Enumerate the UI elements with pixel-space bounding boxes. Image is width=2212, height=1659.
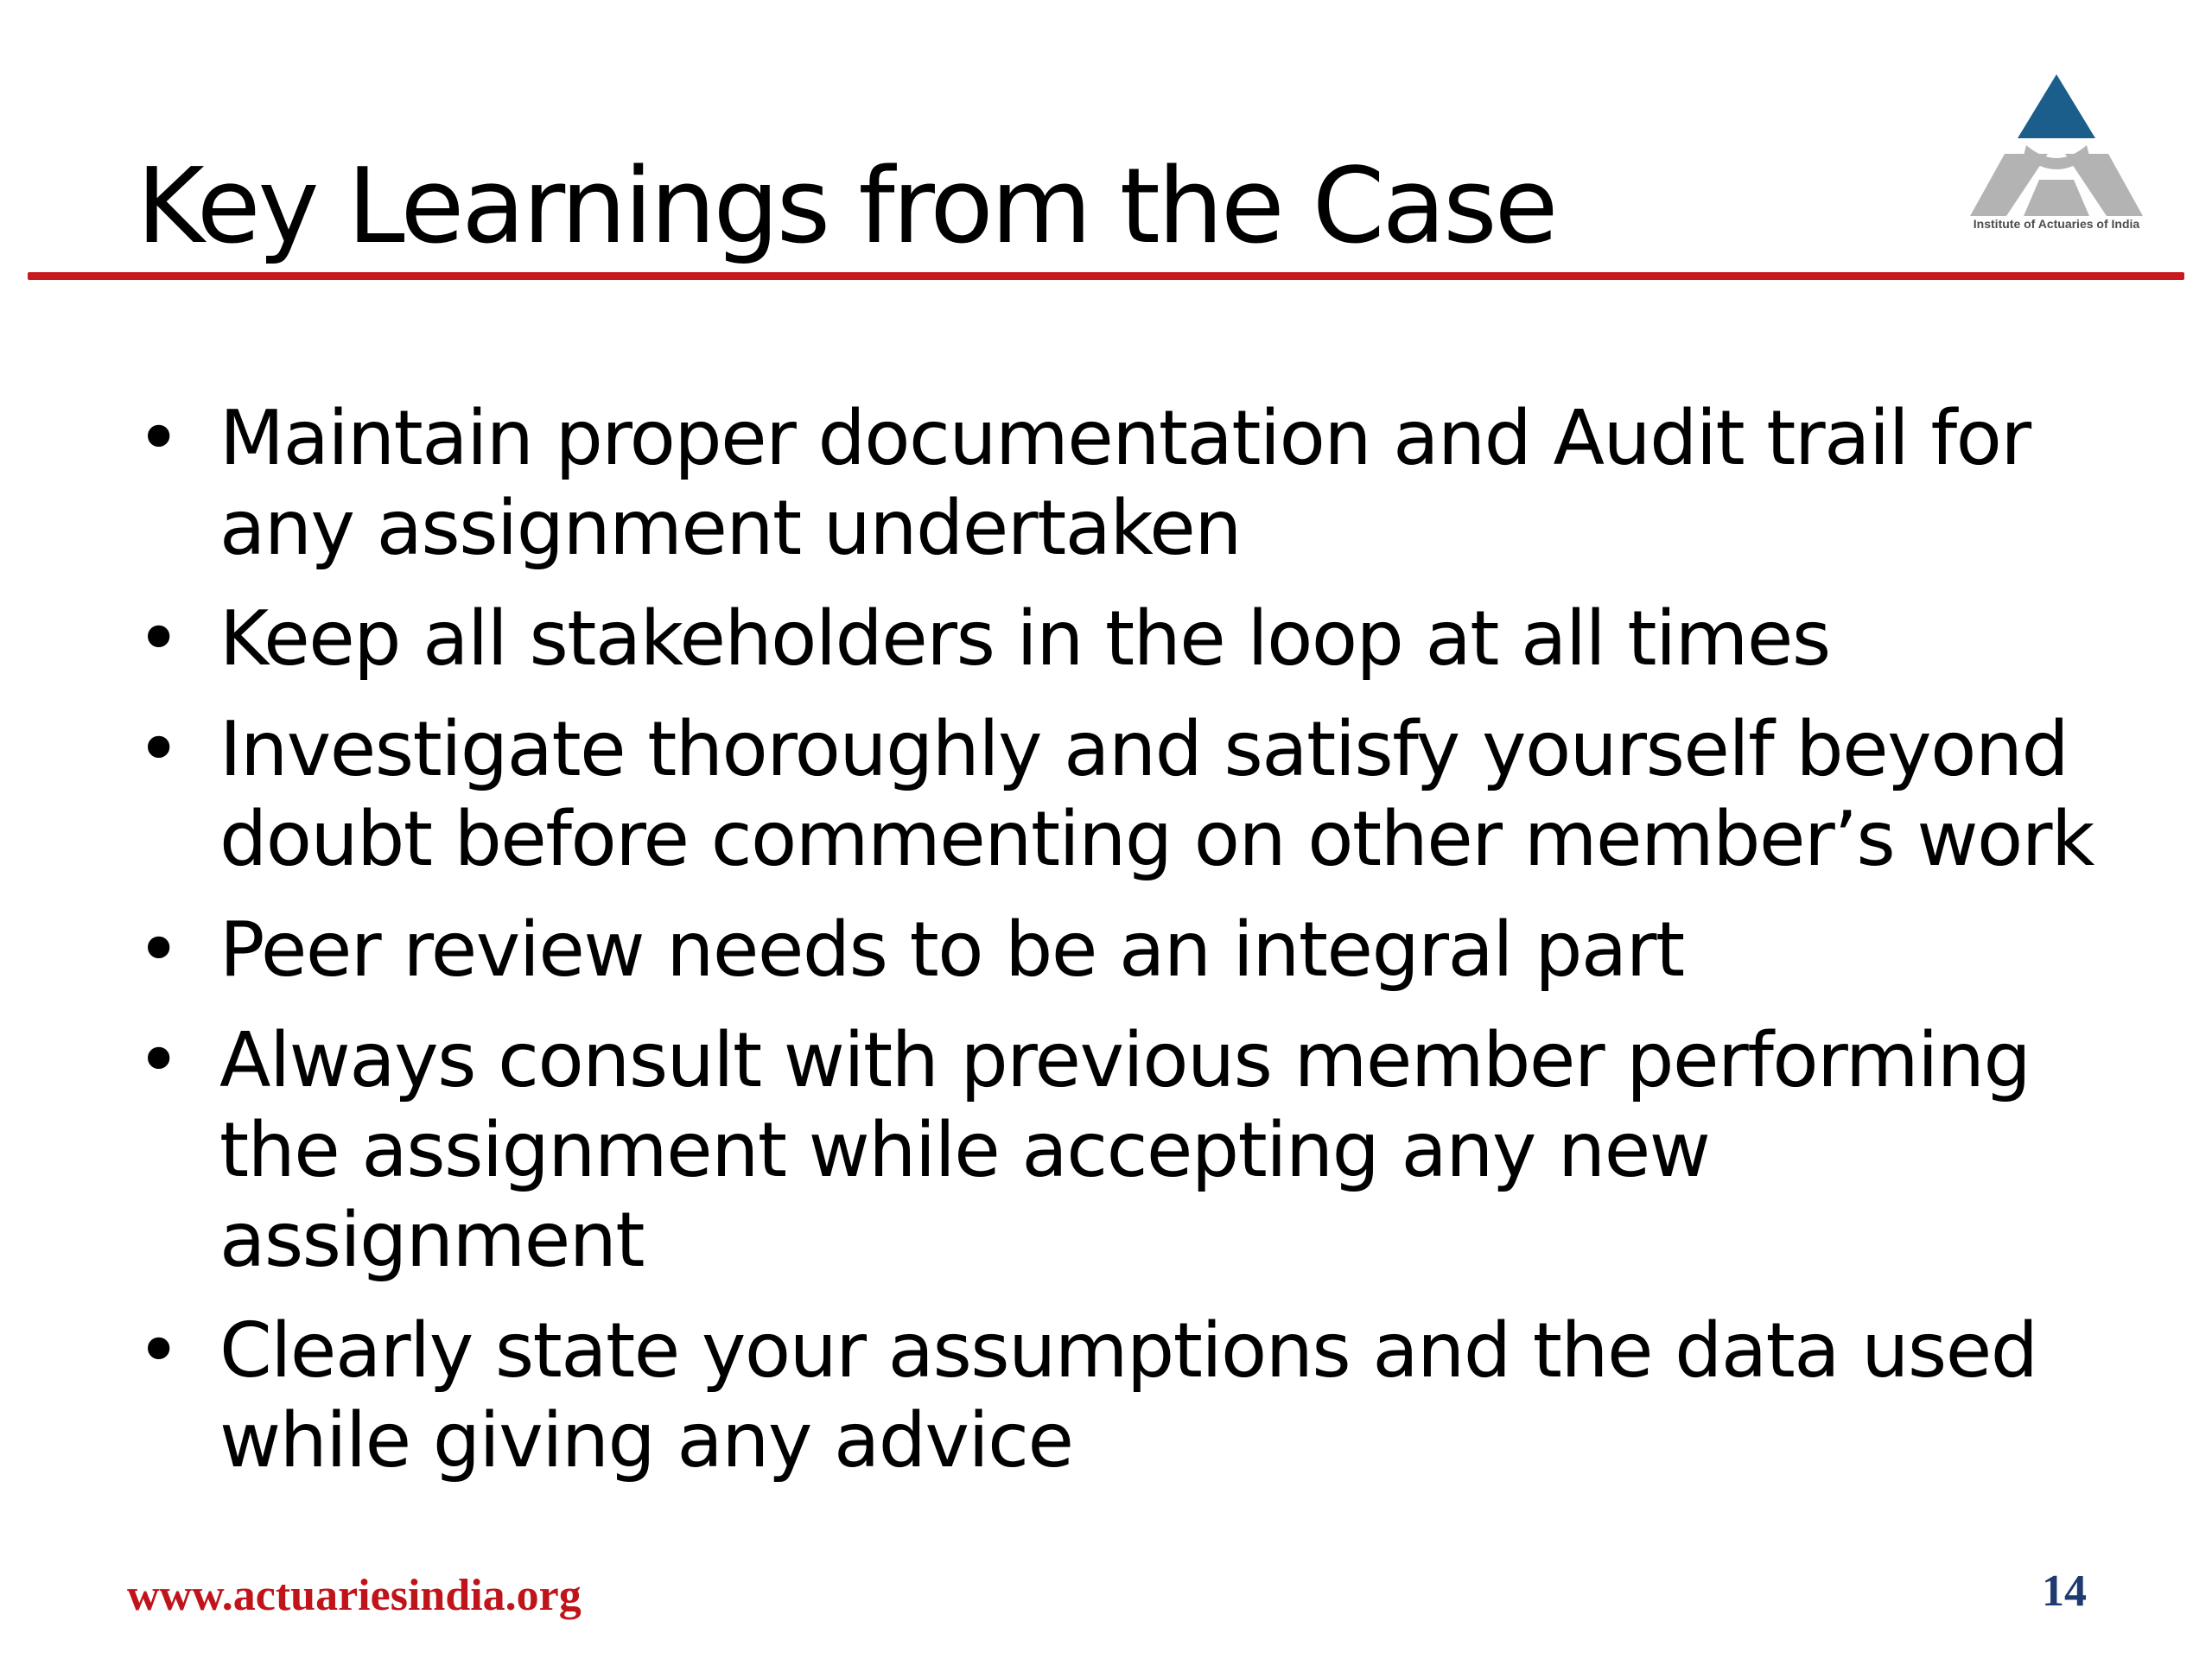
bullet-icon: • xyxy=(137,906,180,994)
bullet-text: Maintain proper documentation and Audit trail for any assignment undertaken xyxy=(219,394,2031,572)
bullet-icon: • xyxy=(137,705,180,793)
bullet-icon: • xyxy=(137,394,180,482)
logo-caption: Institute of Actuaries of India xyxy=(1973,217,2140,231)
page-number: 14 xyxy=(2042,1567,2087,1616)
bullet-text: Always consult with previous member performing the assignment while accepting any new assignment xyxy=(219,1016,2031,1284)
list-item xyxy=(130,704,2117,884)
list-item xyxy=(130,1306,2117,1485)
footer-website-link[interactable]: www.actuariesindia.org xyxy=(127,1571,582,1620)
list-item xyxy=(130,393,2117,573)
bullet-icon: • xyxy=(137,594,180,683)
list-item xyxy=(130,905,2117,995)
bullet-icon: • xyxy=(137,1306,180,1395)
title-divider xyxy=(28,272,2184,280)
list-item xyxy=(130,594,2117,683)
bullet-text: Peer review needs to be an integral part xyxy=(219,906,1684,994)
bullet-text: Keep all stakeholders in the loop at all times xyxy=(219,594,1830,683)
bullet-text: Investigate thoroughly and satisfy yourself beyond doubt before commenting on other member’s work xyxy=(219,705,2094,883)
bullet-text: Clearly state your assumptions and the data used while giving any advice xyxy=(219,1306,2037,1484)
bullet-icon: • xyxy=(137,1016,180,1104)
actuaries-india-logo-icon xyxy=(1953,69,2160,255)
bullet-list xyxy=(130,393,2117,1506)
logo-graphic xyxy=(1953,69,2160,216)
slide-title: Key Learnings from the Case xyxy=(137,147,1556,267)
list-item xyxy=(130,1015,2117,1285)
